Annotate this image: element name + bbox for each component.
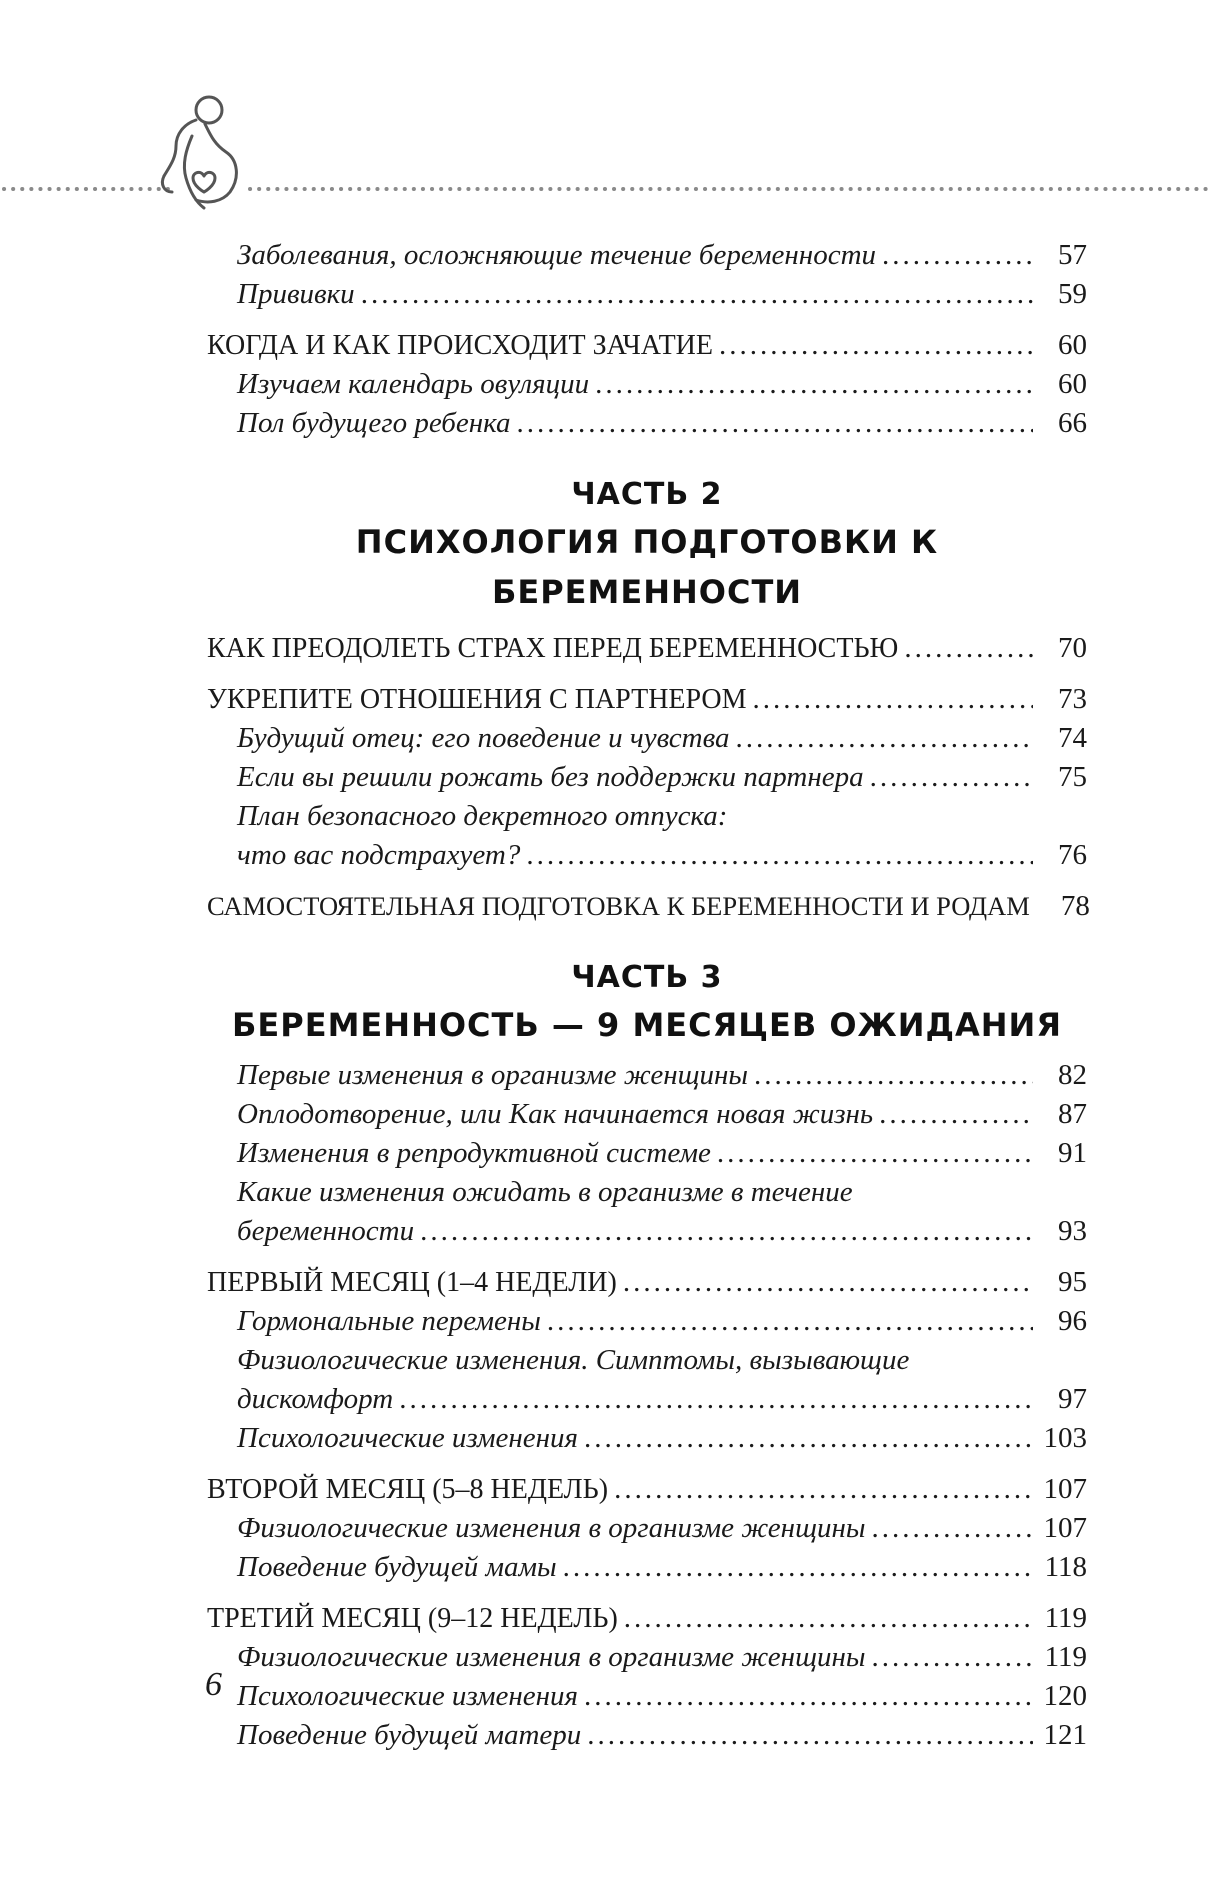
toc-entry-page: 75 — [1058, 761, 1087, 793]
toc-chapter-title: КАК ПРЕОДОЛЕТЬ СТРАХ ПЕРЕД БЕРЕМЕННОСТЬЮ — [207, 633, 899, 664]
toc-entry[interactable] — [207, 1212, 1087, 1251]
dot-leader — [587, 1716, 1033, 1755]
dot-leader — [399, 1380, 1033, 1419]
toc-entry[interactable] — [207, 275, 1087, 314]
toc-entry-title: Первые изменения в организме женщины — [237, 1059, 749, 1091]
toc-entry-page: 95 — [1058, 1266, 1087, 1298]
toc-chapter[interactable] — [207, 1599, 1087, 1638]
toc-entry[interactable] — [207, 1095, 1087, 1134]
dot-leader — [547, 1302, 1033, 1341]
dot-leader — [736, 719, 1033, 758]
toc-entry-page: 82 — [1058, 1059, 1087, 1091]
toc-chapter-title: САМОСТОЯТЕЛЬНАЯ ПОДГОТОВКА К БЕРЕМЕННОСТИ И РОДАМ — [207, 891, 1030, 921]
toc-chapter[interactable] — [207, 1470, 1087, 1509]
toc-entry[interactable] — [207, 1509, 1087, 1548]
table-of-contents — [207, 236, 1090, 1755]
part-title: ПСИХОЛОГИЯ ПОДГОТОВКИ К БЕРЕМЕННОСТИ — [355, 523, 939, 611]
dot-leader — [595, 365, 1033, 404]
toc-entry-title: Заболевания, осложняющие течение беременности — [237, 239, 877, 271]
dot-leader — [584, 1419, 1033, 1458]
part-heading — [207, 473, 1087, 617]
dot-leader — [614, 1470, 1033, 1509]
toc-entry-page: 119 — [1044, 1602, 1087, 1634]
toc-chapter-title: ВТОРОЙ МЕСЯЦ (5–8 НЕДЕЛЬ) — [207, 1474, 609, 1505]
toc-entry-page: 60 — [1058, 368, 1087, 400]
toc-chapter[interactable] — [207, 629, 1087, 668]
toc-entry-title: что вас подстрахует? — [237, 839, 521, 871]
toc-entry-title: Если вы решили рожать без поддержки партнера — [237, 761, 864, 793]
toc-chapter-title: ТРЕТИЙ МЕСЯЦ (9–12 НЕДЕЛЬ) — [207, 1603, 618, 1634]
toc-entry-page: 59 — [1058, 278, 1087, 310]
toc-entry-title: Изменения в репродуктивной системе — [237, 1137, 711, 1169]
toc-entry-page: 73 — [1058, 683, 1087, 715]
dot-leader — [526, 836, 1033, 875]
dot-leader — [584, 1677, 1033, 1716]
pregnant-woman-heart-icon — [162, 97, 236, 208]
toc-entry-page: 120 — [1043, 1680, 1087, 1712]
toc-entry-page: 119 — [1044, 1641, 1087, 1673]
part-number: ЧАСТЬ 3 — [571, 960, 723, 995]
toc-entry[interactable] — [207, 365, 1087, 404]
toc-entry-title: Физиологические изменения в организме женщины — [237, 1641, 866, 1673]
toc-entry[interactable] — [207, 1638, 1087, 1677]
dot-leader — [517, 404, 1034, 443]
dot-leader — [623, 1263, 1033, 1302]
toc-chapter[interactable] — [207, 887, 1090, 926]
dot-leader — [420, 1212, 1033, 1251]
toc-entry-page: 107 — [1043, 1512, 1087, 1544]
part-number: ЧАСТЬ 2 — [571, 477, 723, 512]
toc-entry-page: 57 — [1058, 239, 1087, 271]
dot-leader — [871, 1509, 1033, 1548]
toc-entry[interactable] — [207, 719, 1087, 758]
toc-entry-title: Пол будущего ребенка — [237, 407, 511, 439]
dot-leader — [719, 326, 1033, 365]
toc-entry-page: 60 — [1058, 329, 1087, 361]
dot-leader — [871, 1638, 1033, 1677]
part-heading — [207, 956, 1087, 1050]
toc-entry[interactable] — [207, 758, 1087, 797]
toc-entry-title: Изучаем календарь овуляции — [237, 368, 590, 400]
toc-entry-title: Гормональные перемены — [237, 1305, 541, 1337]
dot-leader — [904, 629, 1033, 668]
dot-leader — [754, 1056, 1033, 1095]
dot-leader — [879, 1095, 1033, 1134]
toc-entry-page: 93 — [1058, 1215, 1087, 1247]
dot-leader — [563, 1548, 1033, 1587]
toc-entry[interactable] — [207, 1302, 1087, 1341]
toc-chapter[interactable] — [207, 1263, 1087, 1302]
toc-entry-title: Поведение будущей матери — [237, 1719, 582, 1751]
toc-entry-title-line: Физиологические изменения. Симптомы, вызывающие — [237, 1344, 910, 1376]
toc-entry[interactable] — [207, 1419, 1087, 1458]
toc-entry-page: 107 — [1043, 1473, 1087, 1505]
toc-entry-page: 87 — [1058, 1098, 1087, 1130]
toc-chapter-title: КОГДА И КАК ПРОИСХОДИТ ЗАЧАТИЕ — [207, 330, 713, 361]
toc-entry-title: Будущий отец: его поведение и чувства — [237, 722, 730, 754]
toc-chapter-title: ПЕРВЫЙ МЕСЯЦ (1–4 НЕДЕЛИ) — [207, 1267, 617, 1298]
toc-chapter[interactable] — [207, 680, 1087, 719]
header-ornament — [0, 0, 1216, 230]
toc-entry[interactable] — [207, 1548, 1087, 1587]
toc-entry-page: 66 — [1058, 407, 1087, 439]
toc-entry[interactable] — [207, 836, 1087, 875]
toc-entry-title: Психологические изменения — [237, 1422, 579, 1454]
toc-entry-page: 76 — [1058, 839, 1087, 871]
toc-entry[interactable] — [207, 1677, 1087, 1716]
toc-chapter-title: УКРЕПИТЕ ОТНОШЕНИЯ С ПАРТНЕРОМ — [207, 684, 747, 715]
part-title: БЕРЕМЕННОСТЬ — 9 МЕСЯЦЕВ ОЖИДАНИЯ — [232, 1006, 1062, 1044]
toc-entry-title: Прививки — [237, 278, 355, 310]
toc-entry-page: 121 — [1043, 1719, 1087, 1751]
toc-entry-page: 96 — [1058, 1305, 1087, 1337]
toc-entry-title: Психологические изменения — [237, 1680, 579, 1712]
page-number: 6 — [205, 1666, 222, 1703]
toc-entry-title: беременности — [237, 1215, 415, 1247]
toc-entry-page: 103 — [1043, 1422, 1087, 1454]
toc-entry-page: 78 — [1060, 890, 1090, 922]
toc-entry-page: 91 — [1058, 1137, 1087, 1169]
toc-entry-title-line: План безопасного декретного отпуска: — [237, 800, 728, 832]
dot-leader — [717, 1134, 1033, 1173]
dot-leader — [624, 1599, 1033, 1638]
toc-entry-title: Оплодотворение, или Как начинается новая жизнь — [237, 1098, 874, 1130]
dot-leader — [753, 680, 1033, 719]
dot-leader — [361, 275, 1033, 314]
dot-leader — [870, 758, 1033, 797]
toc-entry[interactable] — [207, 404, 1087, 443]
toc-entry-title: Физиологические изменения в организме женщины — [237, 1512, 866, 1544]
dot-leader — [882, 236, 1033, 275]
toc-entry-page: 70 — [1058, 632, 1087, 664]
toc-entry[interactable] — [207, 1380, 1087, 1419]
toc-entry-page: 118 — [1044, 1551, 1087, 1583]
toc-entry[interactable] — [207, 1716, 1087, 1755]
toc-entry[interactable] — [207, 236, 1087, 275]
toc-chapter[interactable] — [207, 326, 1087, 365]
toc-entry-page: 74 — [1058, 722, 1087, 754]
toc-entry[interactable] — [207, 1134, 1087, 1173]
toc-entry-title-line: Какие изменения ожидать в организме в течение — [237, 1176, 853, 1208]
toc-entry-title: Поведение будущей мамы — [237, 1551, 557, 1583]
toc-entry-title: дискомфорт — [237, 1383, 394, 1415]
page-header — [0, 0, 1216, 230]
toc-entry-page: 97 — [1058, 1383, 1087, 1415]
toc-entry[interactable] — [207, 1056, 1087, 1095]
